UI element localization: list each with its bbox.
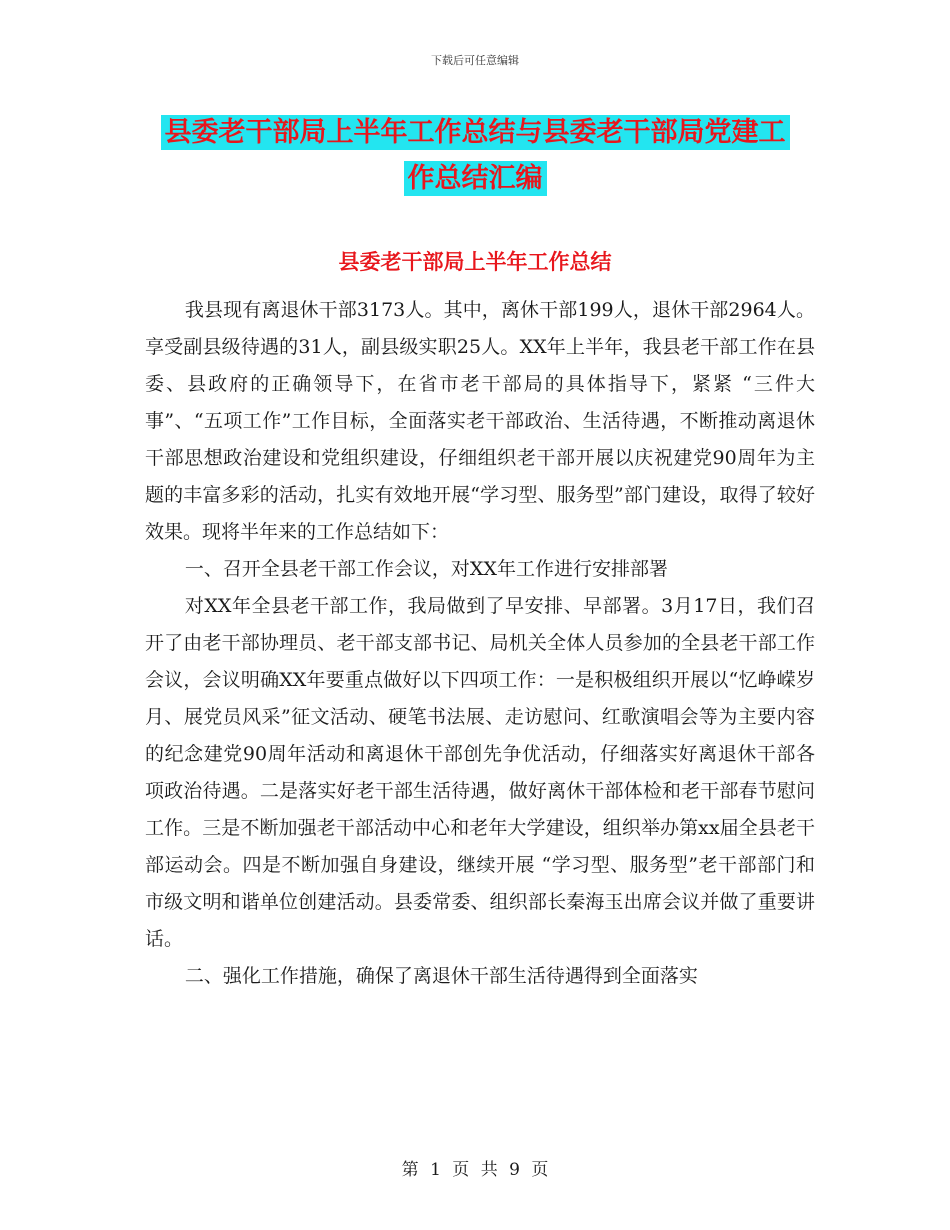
paragraph-heading-2: 二、强化工作措施，确保了离退休干部生活待遇得到全面落实: [184, 965, 698, 987]
paragraph-meeting: 对XX年全县老干部工作，我局做到了早安排、早部署。3月17日，我们召开了由老干部协理员、老干部支部书记、局机关全体人员参加的全县老干部工作会议，会议明确XX年要重点做好以下四项工作：一是积极组织开展以“忆峥嵘岁月、展党员风采”征文活动、硬笔书法展、走访慰问、红歌演唱会等为主要内容的纪念建党90周年活动和离退休干部创先争优活动，仔细落实好离退休干部各项政治待遇。二是落实好老干部生活待遇，做好离休干部体检和老干部春节慰问工作。三是不断加强老干部活动中心和老年大学建设，组织举办第xx届全县老干部运动会。四是不断加强自身建设，继续开展 “学习型、服务型”老干部部门和市级文明和谐单位创建活动。县委常委、组织部长秦海玉出席会议并做了重要讲话。: [145, 595, 815, 950]
section-title: 县委老干部局上半年工作总结: [338, 250, 612, 274]
paragraph-intro: 我县现有离退休干部3173人。其中，离休干部199人，退休干部2964人。享受副县级待遇的31人，副县级实职25人。XX年上半年，我县老干部工作在县委、县政府的正确领导下，在省市老干部局的具体指导下，紧紧 “三件大事”、“五项工作”工作目标，全面落实老干部政治、生活待遇，不断推动离退休干部思想政治建设和党组织建设，仔细组织老干部开展以庆祝建党90周年为主题的丰富多彩的活动，扎实有效地开展“学习型、服务型”部门建设，取得了较好效果。现将半年来的工作总结如下：: [145, 299, 815, 543]
paragraph-heading-1: 一、召开全县老干部工作会议，对XX年工作进行安排部署: [184, 558, 668, 580]
page-number: 第 1 页 共 9 页: [401, 1160, 549, 1180]
title-line-1: 县委老干部局上半年工作总结与县委老干部局党建工: [161, 115, 790, 150]
title-line-2: 作总结汇编: [404, 161, 547, 196]
document-title: [0, 110, 950, 202]
document-body: [145, 292, 815, 995]
header-note: 下载后可任意编辑: [431, 54, 519, 67]
